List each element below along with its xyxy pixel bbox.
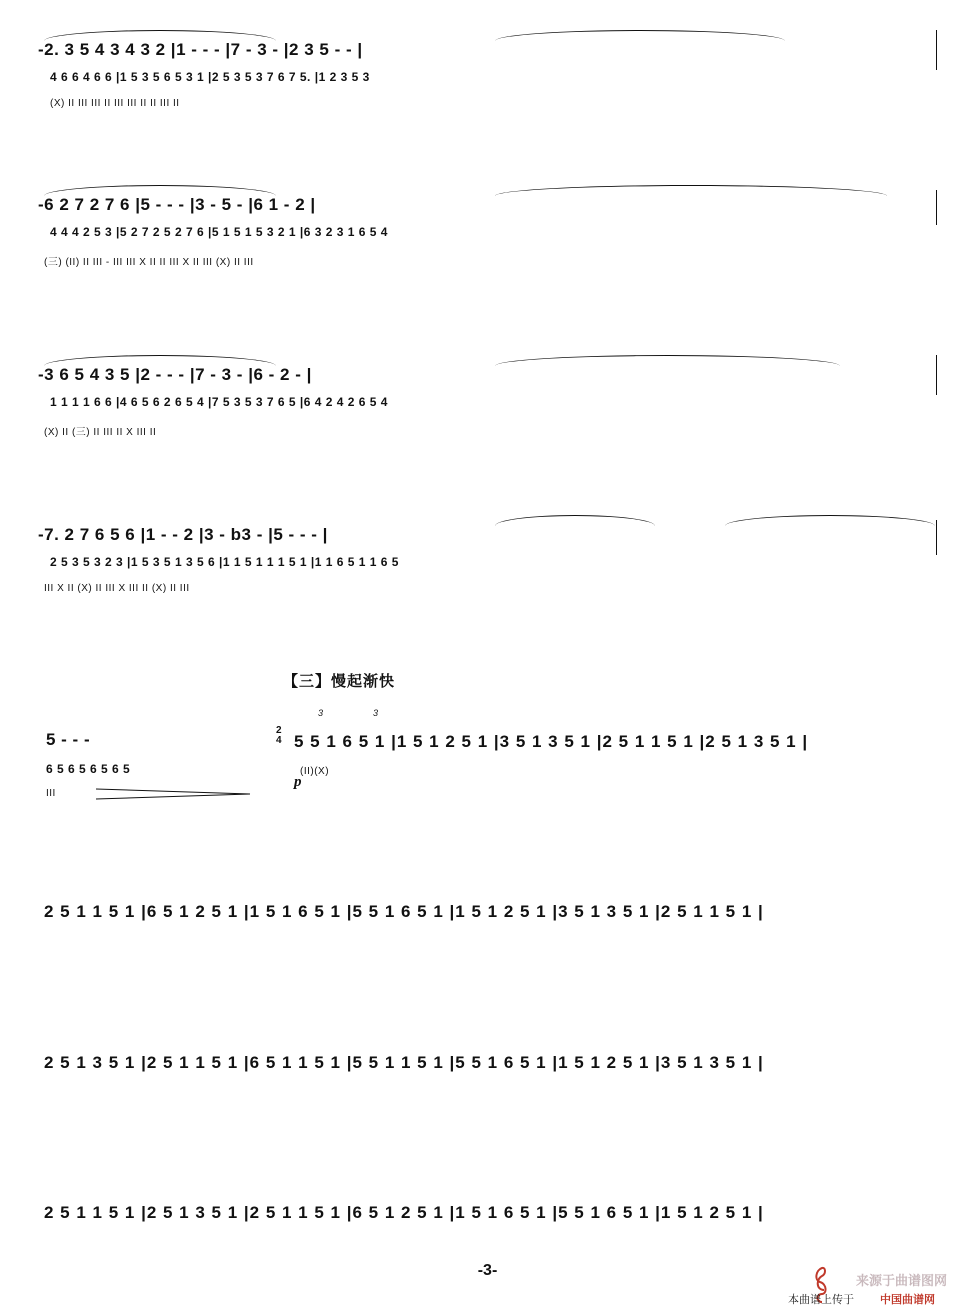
melody-line: -3 6 5 4 3 5 |2 - - - |7 - 3 - |6 - 2 - | <box>38 365 312 384</box>
source-watermark: 来源于曲谱图网 <box>855 1273 947 1288</box>
page-number: -3- <box>477 1262 498 1279</box>
phrase-slur <box>495 30 785 41</box>
melody-line: 2 5 1 1 5 1 |2 5 1 3 5 1 |2 5 1 1 5 1 |6 5 1 2 5 1 |1 5 1 6 5 1 |5 5 1 6 5 1 |1 5 1 2 5 1 | <box>44 1203 764 1222</box>
articulation-mark: (II)(X) <box>300 766 330 777</box>
melody-line: 2 5 1 1 5 1 |6 5 1 2 5 1 |1 5 1 6 5 1 |5 5 1 6 5 1 |1 5 1 2 5 1 |3 5 1 3 5 1 |2 5 1 1 5 1 | <box>44 902 764 921</box>
accompaniment-line: 4 4 4 2 5 3 |5 2 7 2 5 2 7 6 |5 1 5 1 5 3 2 1 |6 3 2 3 1 6 5 4 <box>50 225 388 239</box>
barline <box>936 30 937 70</box>
fingering-marks: (X) II III III II III III II II III II <box>50 98 180 109</box>
time-signature-top: 2 <box>276 725 282 736</box>
footer-brand: 中国曲谱网 <box>880 1294 935 1306</box>
fingering-marks: III <box>46 788 56 799</box>
dynamic-marking: p <box>294 774 302 790</box>
phrase-slur <box>495 515 655 526</box>
melody-line: -6 2 7 2 7 6 |5 - - - |3 - 5 - |6 1 - 2 | <box>38 195 316 214</box>
section-heading: 【三】慢起渐快 <box>283 673 396 690</box>
footer-note: 本曲谱上传于 <box>788 1294 854 1306</box>
fingering-marks: (三) (II) II III - III III X II II III X II III (X) II III <box>44 257 254 268</box>
barline <box>936 355 937 395</box>
time-signature <box>276 726 282 746</box>
melody-line: 2 5 1 3 5 1 |2 5 1 1 5 1 |6 5 1 1 5 1 |5 5 1 1 5 1 |5 5 1 6 5 1 |1 5 1 2 5 1 |3 5 1 3 5 1 | <box>44 1053 764 1072</box>
melody-line: -7. 2 7 6 5 6 |1 - - 2 |3 - b3 - |5 - - - | <box>38 525 328 544</box>
melody-line: 5 - - - <box>46 730 91 749</box>
fingering-marks: (X) II (三) II III II X III II <box>44 427 157 438</box>
accompaniment-line: 1 1 1 1 6 6 |4 6 5 6 2 6 5 4 |7 5 3 5 3 7 6 5 |6 4 2 4 2 6 5 4 <box>50 395 388 409</box>
phrase-slur <box>725 515 935 526</box>
tuplet-mark: 3 <box>318 708 324 718</box>
tuplet-mark: 3 <box>373 708 379 718</box>
fingering-marks: III X II (X) II III X III II (X) II III <box>44 583 190 594</box>
time-signature-bottom: 4 <box>276 735 282 746</box>
accompaniment-line: 4 6 6 4 6 6 |1 5 3 5 6 5 3 1 |2 5 3 5 3 7 6 7 5. |1 2 3 5 3 <box>50 70 370 84</box>
melody-line: -2. 3 5 4 3 4 3 2 |1 - - - |7 - 3 - |2 3 5 - - | <box>38 40 363 59</box>
phrase-slur <box>495 185 887 196</box>
melody-line: 5 5 1 6 5 1 |1 5 1 2 5 1 |3 5 1 3 5 1 |2 5 1 1 5 1 |2 5 1 3 5 1 | <box>294 732 809 751</box>
decrescendo-hairpin <box>96 788 251 800</box>
barline <box>936 520 937 555</box>
barline <box>936 190 937 225</box>
accompaniment-line: 2 5 3 5 3 2 3 |1 5 3 5 1 3 5 6 |1 1 5 1 1 1 5 1 |1 1 6 5 1 1 6 5 <box>50 555 399 569</box>
phrase-slur <box>495 355 840 366</box>
accompaniment-line: 6 5 6 5 6 5 6 5 <box>46 762 131 776</box>
